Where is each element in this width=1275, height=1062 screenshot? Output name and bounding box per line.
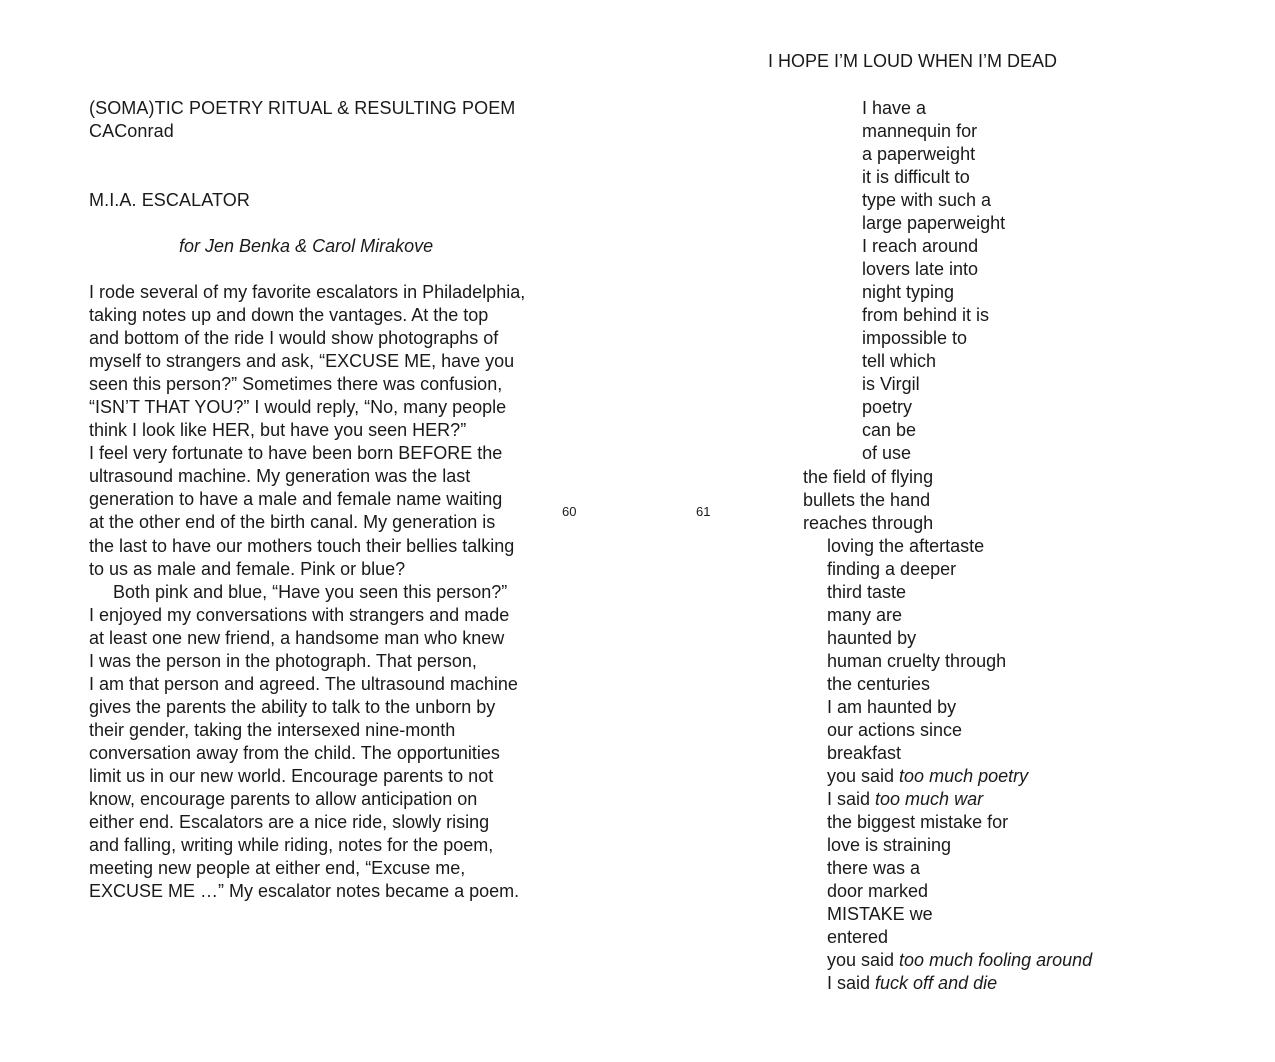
prose-line: either end. Escalators are a nice ride, slowly rising [89,812,490,833]
section-header-author: CAConrad [89,121,174,141]
verse-line: bullets the hand [803,490,931,511]
prose-line: generation to have a male and female name waiting [89,489,503,510]
verse-plain-text: you said [827,766,900,787]
verse-line: breakfast [827,743,902,764]
prose-line: at least one new friend, a handsome man who knew [89,627,505,648]
verse-line-mixed [827,788,1092,811]
poem-title: M.I.A. ESCALATOR [89,190,250,210]
verse-line: entered [827,927,889,948]
verse-line-mixed [827,949,1092,972]
verse-line: poetry [862,397,913,418]
verse-line: door marked [827,881,929,902]
prose-line: I was the person in the photograph. That person, [89,650,477,671]
verse-line: finding a deeper [827,559,957,580]
verse-line: night typing [862,282,955,303]
prose-line: EXCUSE ME …” My escalator notes became a poem. [89,881,520,902]
verse-plain-text: I said [827,789,876,810]
stanza-3 [827,535,1092,995]
poem-dedication: for Jen Benka & Carol Mirakove [179,236,434,256]
page-number-left: 60 [562,504,577,519]
verse-line: MISTAKE we [827,904,933,925]
verse-line-mixed [827,972,1092,995]
prose-line: meeting new people at either end, “Excuse me, [89,858,466,879]
prose-line: I am that person and agreed. The ultrasound machine [89,673,518,694]
verse-line: I have a [862,98,927,118]
prose-line: the last to have our mothers touch their bellies talking [89,535,515,556]
prose-line: I rode several of my favorite escalators in Philadelphia, [89,282,526,302]
verse-line: tell which [862,351,937,372]
poem-title-right: I HOPE I’M LOUD WHEN I’M DEAD [768,51,1058,71]
verse-line: reaches through [803,513,934,534]
prose-line: at the other end of the birth canal. My generation is [89,512,496,533]
prose-line: gives the parents the ability to talk to the unborn by [89,696,496,717]
prose-line: to us as male and female. Pink or blue? [89,558,406,579]
verse-line: type with such a [862,190,992,211]
prose-line: think I look like HER, but have you seen HER?” [89,420,467,441]
left-page [0,0,637,1062]
verse-italic-text: too much poetry [899,766,1029,787]
verse-line: lovers late into [862,259,979,280]
verse-line: I reach around [862,236,979,257]
verse-line: of use [862,443,912,464]
verse-line: mannequin for [862,121,978,142]
stanza-1 [862,97,1005,465]
prose-line: ultrasound machine. My generation was the last [89,466,471,487]
verse-line: third taste [827,582,907,603]
prose-line: conversation away from the child. The opportunities [89,742,500,763]
verse-line: impossible to [862,328,968,349]
verse-line: many are [827,605,903,626]
prose-line: know, encourage parents to allow anticipation on [89,789,478,810]
verse-line: a paperweight [862,144,976,165]
verse-italic-text: too much war [875,789,984,810]
right-page [637,0,1275,1062]
verse-line: human cruelty through [827,651,1007,672]
prose-line: myself to strangers and ask, “EXCUSE ME, have you [89,351,515,372]
prose-line: “ISN’T THAT YOU?” I would reply, “No, many people [89,397,507,418]
prose-line: limit us in our new world. Encourage parents to not [89,765,494,786]
prose-line: and falling, writing while riding, notes for the poem, [89,835,494,856]
verse-line: can be [862,420,917,441]
verse-line: the biggest mistake for [827,812,1009,833]
verse-line: loving the aftertaste [827,536,985,556]
section-header-title: (SOMA)TIC POETRY RITUAL & RESULTING POEM [89,98,516,118]
prose-body [89,281,549,903]
verse-line: large paperweight [862,213,1006,234]
section-header [89,97,515,143]
verse-line: from behind it is [862,305,990,326]
prose-line: seen this person?” Sometimes there was confusion, [89,374,503,395]
prose-line: I feel very fortunate to have been born BEFORE the [89,443,503,464]
verse-line: it is difficult to [862,167,970,188]
prose-line: Both pink and blue, “Have you seen this person?” [113,581,508,602]
verse-line-mixed [827,765,1092,788]
prose-line: taking notes up and down the vantages. At the top [89,305,489,326]
verse-line: I am haunted by [827,697,957,718]
stanza-2 [803,466,933,535]
page-number-right: 61 [696,504,711,519]
verse-plain-text: you said [827,950,900,971]
verse-line: haunted by [827,628,917,649]
prose-line: their gender, taking the intersexed nine-month [89,719,456,740]
verse-line: love is straining [827,835,952,856]
prose-line: I enjoyed my conversations with strangers and made [89,604,510,625]
verse-line: the field of flying [803,467,934,487]
prose-line: and bottom of the ride I would show photographs of [89,328,499,349]
verse-italic-text: fuck off and die [875,973,998,994]
verse-plain-text: I said [827,973,876,994]
verse-line: there was a [827,858,921,879]
verse-line: is Virgil [862,374,920,395]
verse-italic-text: too much fooling around [899,950,1093,971]
verse-line: our actions since [827,720,963,741]
verse-line: the centuries [827,674,931,695]
